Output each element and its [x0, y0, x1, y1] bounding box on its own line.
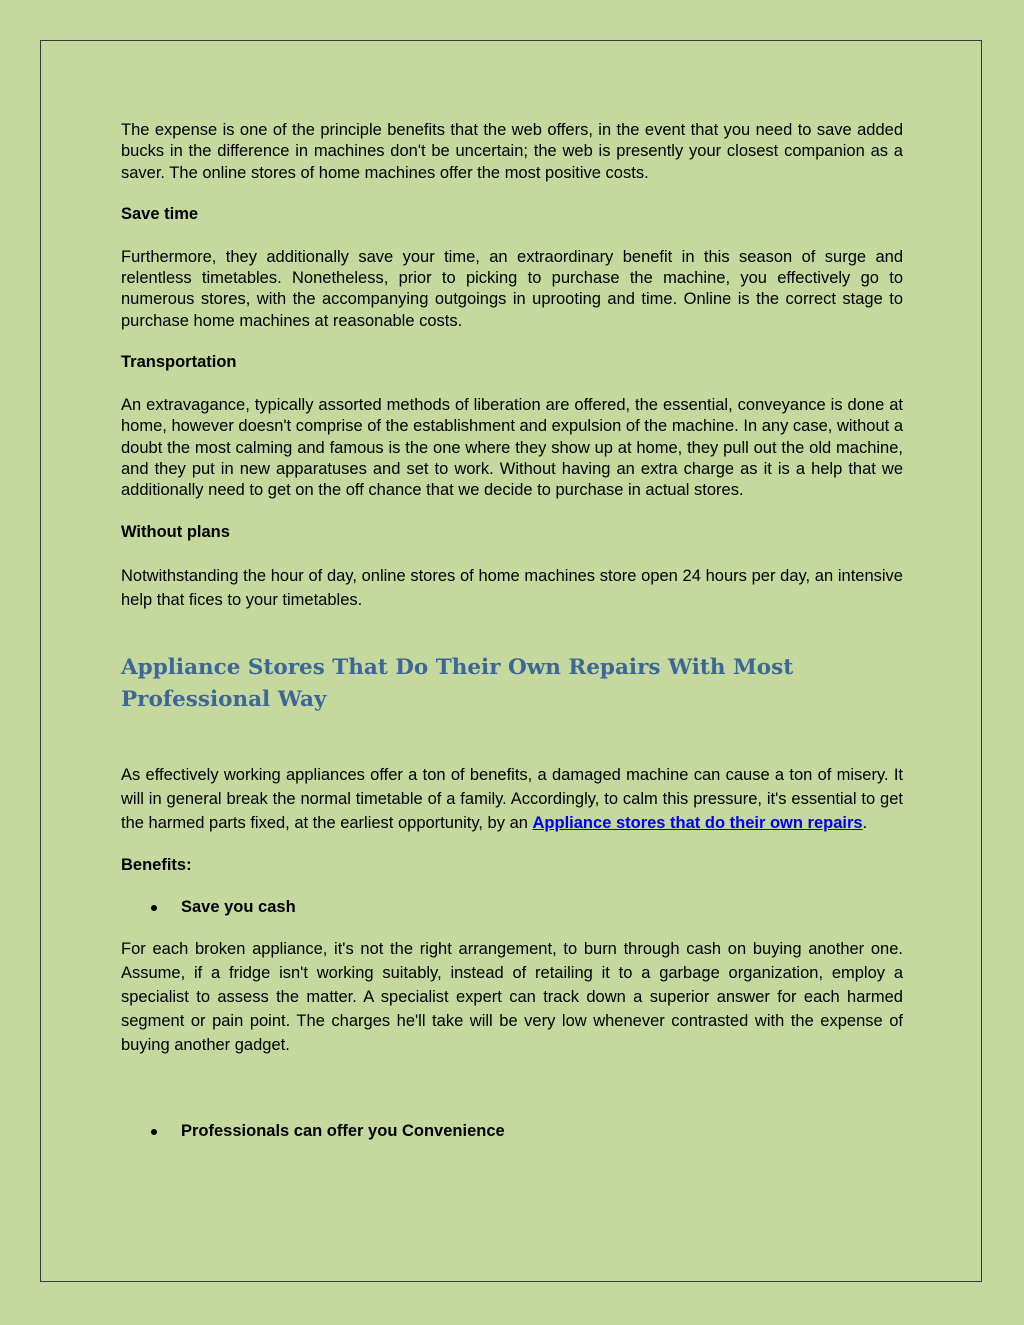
- bullet-save-cash: Save you cash: [181, 897, 296, 916]
- section-title: Appliance Stores That Do Their Own Repairs With Most Professional Way: [121, 654, 794, 712]
- without-plans-heading: Without plans: [121, 522, 230, 541]
- section-intro-text: As effectively working appliances offer a ton of benefits, a damaged machine can cause a ton of misery. It will in general break the normal timetable of a family. Accordingly, to calm this pressure, it's essential to get the harmed parts fixed, at the earliest opportunity, by an: [121, 765, 903, 833]
- save-time-heading: Save time: [121, 204, 199, 223]
- without-plans-paragraph: Notwithstanding the hour of day, online stores of home machines store open 24 hours per day, an intensive help that fices to your timetables.: [121, 566, 903, 609]
- bullet-convenience: Professionals can offer you Convenience: [181, 1121, 505, 1140]
- list-item: [121, 897, 903, 918]
- benefits-list-1: [121, 897, 903, 918]
- save-time-paragraph: Furthermore, they additionally save your time, an extraordinary benefit in this season of surge and relentless timetables. Nonetheless, prior to picking to purchase the machine, you effectively go to numerous stores, with the accompanying outgoings in uprooting and time. Online is the correct stage to purchase home machines at reasonable costs.: [121, 247, 903, 330]
- save-cash-paragraph: For each broken appliance, it's not the right arrangement, to burn through cash on buying another one. Assume, if a fridge isn't working suitably, instead of retailing it to a garbage organization, employ a specialist to assess the matter. A specialist expert can track down a superior answer for each harmed segment or pain point. The charges he'll take will be very low whenever contrasted with the expense of buying another gadget.: [121, 939, 903, 1055]
- transportation-paragraph: An extravagance, typically assorted methods of liberation are offered, the essential, conveyance is done at home, however doesn't comprise of the establishment and expulsion of the machine. In any case, without a doubt the most calming and famous is the one where they show up at home, they pull out the old machine, and they put in new apparatuses and set to work. Without having an extra charge as it is a help that we additionally need to get on the off chance that we decide to purchase in actual stores.: [121, 396, 903, 500]
- appliance-stores-link[interactable]: Appliance stores that do their own repairs: [532, 814, 863, 833]
- section-intro-end: .: [862, 814, 868, 833]
- bullet-icon: [151, 1129, 157, 1135]
- list-item: [121, 1121, 903, 1142]
- intro-paragraph: The expense is one of the principle benefits that the web offers, in the event that you need to save added bucks in the difference in machines don't be uncertain; the web is presently your closest companion as a saver. The online stores of home machines offer the most positive costs.: [121, 121, 903, 182]
- benefits-list-2: [121, 1121, 903, 1142]
- section-intro-paragraph: [121, 763, 903, 836]
- benefits-heading: Benefits:: [121, 855, 192, 874]
- transportation-heading: Transportation: [121, 353, 237, 372]
- bullet-icon: [151, 905, 157, 911]
- document-body: [121, 120, 903, 1142]
